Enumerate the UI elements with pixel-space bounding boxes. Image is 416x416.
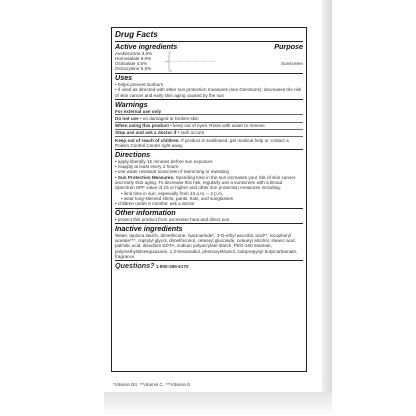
directions-item: • reapply at least every 2 hours	[115, 164, 303, 169]
stop-use-text: • rash occurs	[178, 130, 205, 135]
sun-protection-label: Sun Protection Measures.	[117, 174, 175, 180]
vitamin-footnote: *Vitamin B3, **Vitamin C, ***Vitamin E	[113, 382, 191, 387]
active-ingredients-heading: Active ingredients	[115, 41, 178, 51]
questions-heading: Questions?	[115, 260, 155, 270]
purpose-heading: Purpose	[274, 41, 303, 51]
questions-section	[115, 260, 303, 270]
directions-item: • apply liberally 15 minutes before sun exposure	[115, 159, 303, 164]
bracket-divider	[165, 51, 260, 72]
active-ingredients-section	[115, 41, 303, 72]
uses-item: • if used as directed with other sun protection measures (see Directions), decreases the risk of skin cancer and early skin aging caused by the sun	[115, 87, 303, 98]
directions-children: • children under 6 months: ask a doctor	[115, 201, 303, 206]
keep-out-label: Keep out of reach of children.	[115, 137, 180, 143]
inactive-ingredients-heading: Inactive ingredients	[115, 223, 183, 233]
active-ingredient-item: Octisalate 4.5%	[115, 61, 148, 67]
uses-item: • helps prevent sunburn	[115, 82, 303, 87]
directions-item: • use water resistant sunscreen if swimming or sweating	[115, 169, 303, 174]
active-ingredient-item: Avobenzone 3.0%	[115, 50, 153, 56]
sun-protection-text: Spending time in the sun increases your risk of skin cancer and early skin aging. To decrease this risk, regularly use a sunscreen with a Broad Spectrum SPF value of 15 or higher and other sun protection measures including:	[115, 174, 296, 191]
directions-section	[115, 149, 303, 206]
when-using-label: When using this product	[115, 123, 169, 129]
uses-section	[115, 73, 303, 98]
inactive-ingredients-text: Water, tapioca starch, dimethicone, niacinamide*, 3-O-ethyl ascorbic acid**, tocopheryl acetate***, caprylyl glycol, dimethiconol, cetearyl glucoside, cetearyl alcohol, stearic acid, palmitic acid, disodium EDTA, sodium polyacrylate starch, PEG-100 stearate, polymethylsilsesquioxane, 1,2-hexanediol, phenoxyethanol, iodopropynyl butylcarbamate, fragrance	[115, 232, 298, 260]
warnings-heading: Warnings	[115, 99, 148, 109]
uses-heading: Uses	[115, 73, 133, 83]
carton-bottom-shadow	[104, 392, 332, 416]
directions-heading: Directions	[115, 149, 151, 159]
stop-use-label: Stop use and ask a doctor if	[115, 130, 177, 136]
panel-title: Drug Facts	[115, 30, 158, 39]
inactive-ingredients-section	[115, 223, 303, 259]
active-ingredient-item: Homosalate 9.0%	[115, 55, 152, 61]
when-using-text: • keep out of eyes. Rinse with water to remove.	[170, 123, 266, 128]
questions-phone: 1-800-285-5170	[155, 263, 189, 269]
do-not-use-text: • on damaged or broken skin	[140, 116, 199, 121]
external-use-note: For external use only	[115, 108, 162, 114]
other-information-item: • protect this product from excessive heat and direct sun	[115, 217, 303, 222]
keep-out-text: If product is swallowed, get medical help or contact a Poison Control Center right away.	[115, 137, 289, 149]
directions-sub-item: • limit time in sun, especially from 10 a.m. – 2 p.m.	[115, 191, 303, 196]
carton-side-edge	[322, 0, 332, 392]
do-not-use-label: Do not use	[115, 115, 139, 121]
active-ingredient-item: Octocrylene 6.0%	[115, 66, 152, 72]
other-information-heading: Other information	[115, 208, 176, 218]
drug-facts-panel	[111, 27, 307, 372]
warnings-section	[115, 99, 303, 148]
purpose-text: Sunscreen	[281, 60, 303, 66]
directions-sub-item: • wear long-sleeved shirts, pants, hats, and sunglasses	[115, 196, 303, 201]
other-information-section	[115, 208, 303, 223]
